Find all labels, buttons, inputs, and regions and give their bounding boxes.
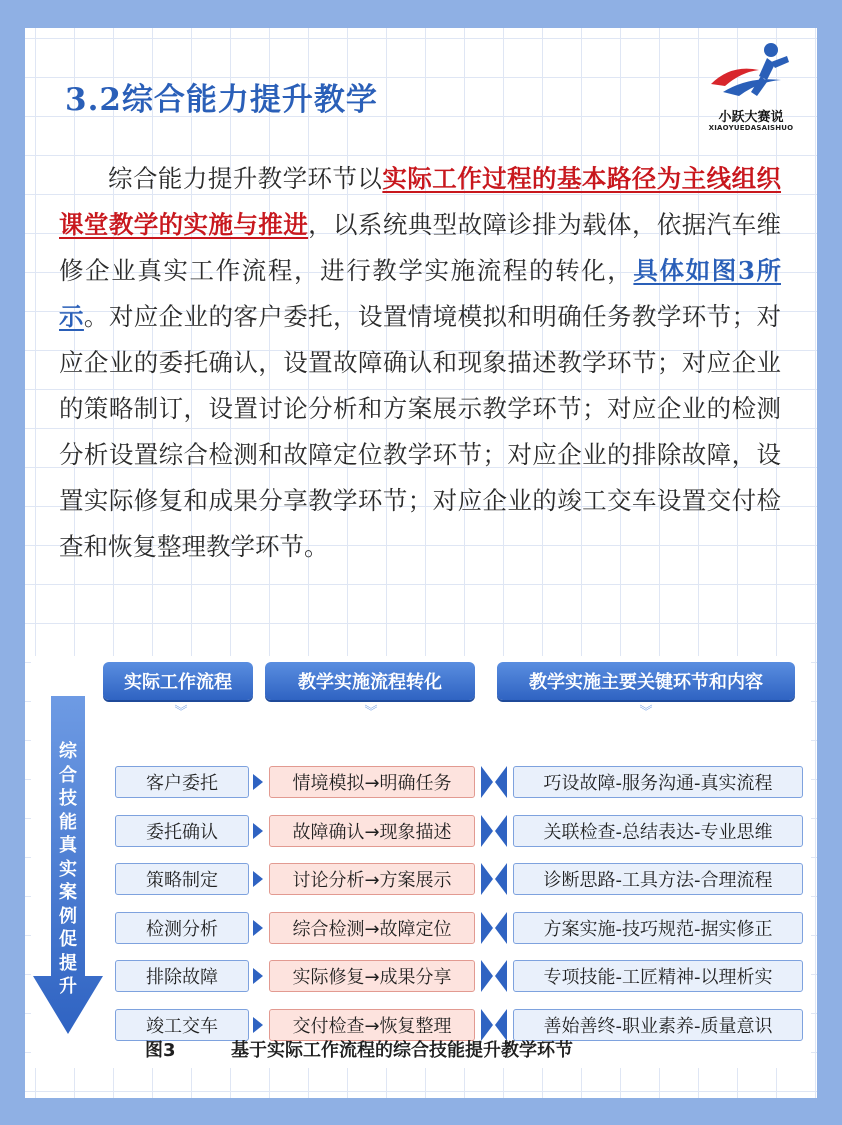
header-work-process: 实际工作流程 (103, 662, 253, 700)
arrow-left-icon (495, 863, 507, 895)
teaching-box: 故障确认→现象描述 (269, 815, 475, 847)
paragraph-part-2: ，以系统典型故障诊排为载体，依据汽车维修企业真实工作流程，进行教学实施流程的转化， (59, 210, 782, 285)
content-box: 专项技能-工匠精神-以理析实 (513, 960, 803, 992)
arrow-left-icon (495, 912, 507, 944)
arrow-left-icon (495, 960, 507, 992)
process-box: 委托确认 (115, 815, 249, 847)
header-key-content: 教学实施主要关键环节和内容 (497, 662, 795, 700)
runner-logo-icon (701, 36, 801, 106)
content-box: 巧设故障-服务沟通-真实流程 (513, 766, 803, 798)
brand-logo (701, 36, 801, 136)
caption-text: 基于实际工作流程的综合技能提升教学环节 (231, 1040, 573, 1061)
arrow-right-icon (253, 1017, 263, 1033)
arrow-right-icon (253, 823, 263, 839)
section-heading: 3.2综合能力提升教学 (65, 82, 378, 118)
content-card (25, 28, 817, 1098)
arrow-right-icon (253, 774, 263, 790)
teaching-box: 实际修复→成果分享 (269, 960, 475, 992)
content-box: 诊断思路-工具方法-合理流程 (513, 863, 803, 895)
content-box: 方案实施-技巧规范-据实修正 (513, 912, 803, 944)
chevron-down-icon: ︾ (364, 705, 378, 720)
body-paragraph (59, 156, 781, 570)
content-box: 关联检查-总结表达-专业思维 (513, 815, 803, 847)
figure-3-diagram (31, 656, 811, 1068)
logo-name: 小跃大赛说 (718, 110, 784, 125)
arrow-right-icon (481, 863, 493, 895)
teaching-box: 综合检测→故障定位 (269, 912, 475, 944)
arrow-left-icon (495, 815, 507, 847)
arrow-right-icon (253, 871, 263, 887)
paragraph-part-3: 。对应企业的客户委托，设置情境模拟和明确任务教学环节；对应企业的委托确认，设置故障确认和现象描述教学环节；对应企业的策略制订，设置讨论分析和方案展示教学环节；对应企业的检测分析设置综合检测和故障定位教学环节；对应企业的排除故障，设置实际修复和成果分享教学环节；对应企业的竣工交车设置交付检查和恢复整理教学环节。 (59, 302, 782, 561)
side-arrow (33, 696, 107, 1036)
arrow-right-icon (481, 766, 493, 798)
side-label: 综合技能真实案例促提升 (59, 741, 77, 997)
figure-reference: 具体如图3所示 (59, 256, 781, 331)
content-box: 善始善终-职业素养-质量意识 (513, 1009, 803, 1041)
chevron-down-icon: ︾ (174, 705, 188, 720)
process-box: 排除故障 (115, 960, 249, 992)
caption-number: 图3 (145, 1040, 176, 1061)
process-box: 客户委托 (115, 766, 249, 798)
arrow-right-icon (253, 920, 263, 936)
chevron-down-icon: ︾ (639, 705, 653, 720)
header-teaching-conversion: 教学实施流程转化 (265, 662, 475, 700)
arrow-right-icon (481, 912, 493, 944)
process-box: 策略制定 (115, 863, 249, 895)
paragraph-part-1: 综合能力提升教学环节以 (108, 164, 383, 193)
process-box: 竣工交车 (115, 1009, 249, 1041)
arrow-right-icon (253, 968, 263, 984)
arrow-left-icon (495, 766, 507, 798)
arrow-right-icon (481, 815, 493, 847)
teaching-box: 讨论分析→方案展示 (269, 863, 475, 895)
arrow-right-icon (481, 960, 493, 992)
highlight-main-line: 实际工作过程的基本路径为主线组织课堂教学的实施与推进 (59, 164, 782, 239)
process-box: 检测分析 (115, 912, 249, 944)
logo-pinyin: XIAOYUEDASAISHUO (708, 124, 794, 132)
teaching-box: 情境模拟→明确任务 (269, 766, 475, 798)
teaching-box: 交付检查→恢复整理 (269, 1009, 475, 1041)
